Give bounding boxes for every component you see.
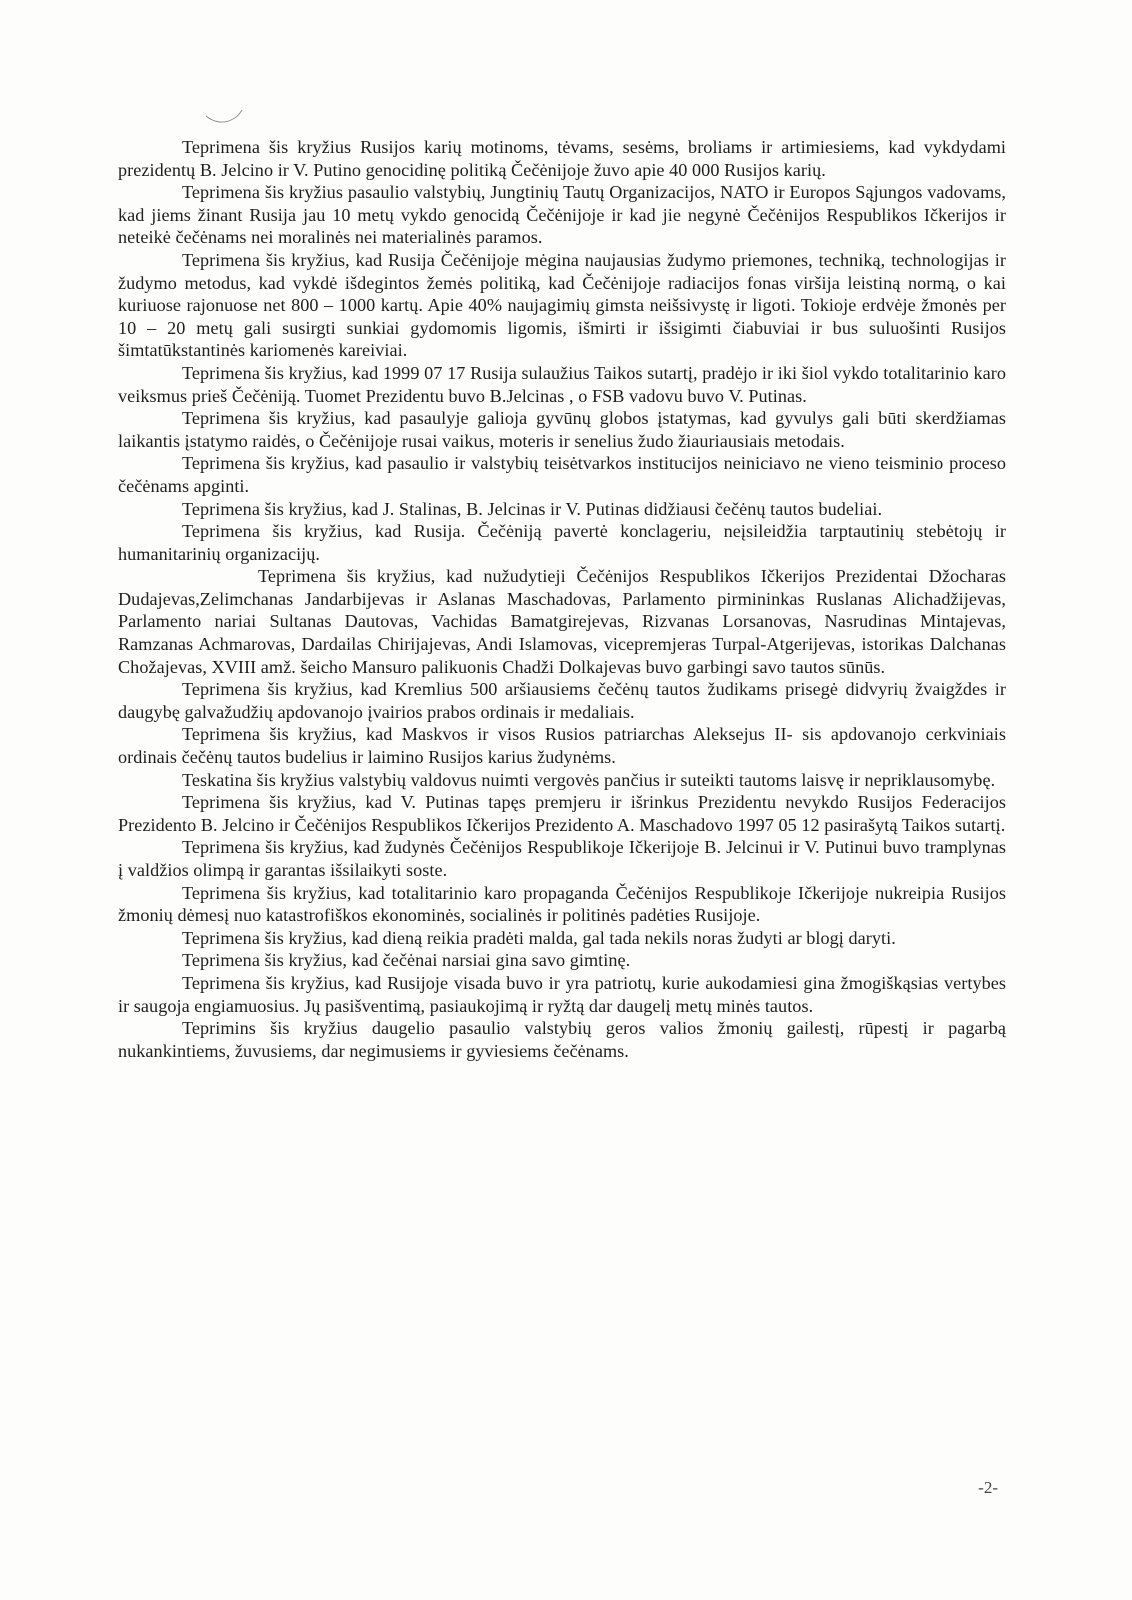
paragraph: Teskatina šis kryžius valstybių valdovus nuimti vergovės pančius ir suteikti tautoms laisvę ir nepriklausomybę.	[182, 769, 996, 790]
paragraph: Teprimena šis kryžius Rusijos karių motinoms, tėvams, sesėms, broliams ir artimiesiems, kad vykdydami prezidentų B. Jelcino ir V. Putino genocidinę politiką Čečėnijoje žuvo apie 40 000 Rusijos karių.	[118, 137, 1006, 180]
scan-artifact-mark	[205, 108, 243, 128]
paragraph: Teprimena šis kryžius, kad 1999 07 17 Rusija sulaužius Taikos sutartį, pradėjo ir iki šiol vykdo totalitarinio karo veiksmus prieš Čečėniją. Tuomet Prezidentu buvo B.Jelcinas , o FSB vadovu buvo V. Putinas.	[118, 362, 1006, 406]
paragraph: Teprimena šis kryžius, kad žudynės Čečėnijos Respublikoje Ičkerijoje B. Jelcinui ir V. Putinui buvo tramplynas į valdžios olimpą ir garantas išsilaikyti soste.	[118, 837, 1006, 880]
paragraph: Teprimena šis kryžius, kad J. Stalinas, B. Jelcinas ir V. Putinas didžiausi čečėnų tautos budeliai.	[182, 498, 883, 519]
paragraph: Teprimena šis kryžius, kad dieną reikia pradėti malda, gal tada nekils noras žudyti ar blogį daryti.	[182, 927, 896, 948]
paragraph: Teprimena šis kryžius, kad V. Putinas tapęs premjeru ir išrinkus Prezidentu nevykdo Rusijos Federacijos Prezidento B. Jelcino ir Čečėnijos Respublikos Ičkerijos Prezidento A. Maschadovo 1997 05 12 pasirašytą Taikos sutartį.	[118, 792, 1006, 835]
paragraph: Teprimena šis kryžius, kad Rusija Čečėnijoje mėgina naujausias žudymo priemones, techniką, technologijas ir žudymo metodus, kad vykdė išdegintos žemės politiką, kad Čečėnijoje radiacijos fonas viršija leistiną normą, o kai kuriuose rajonuose net 800 – 1000 kartų. Apie 40% naujagimių gimsta neišsivystę ir ligoti. Tokioje erdvėje žmonės per 10 – 20 metų gali susirgti sunkiai gydomomis ligomis, išmirti ir išsigimti čiabuviai ir bus suluošinti Rusijos šimtatūkstantinės kariomenės kareiviai.	[118, 249, 1006, 361]
paragraph: Teprimena šis kryžius, kad totalitarinio karo propaganda Čečėnijos Respublikoje Ičkerijoje nukreipia Rusijos žmonių dėmesį nuo katastrofiškos ekonominės, socialinės ir politinės padėties Rusijoje.	[118, 882, 1006, 926]
paragraph: Teprimena šis kryžius, kad pasaulyje galioja gyvūnų globos įstatymas, kad gyvulys gali būti skerdžiamas laikantis įstatymo raidės, o Čečėnijoje rusai vaikus, moteris ir senelius žudo žiauriausiais metodais.	[118, 408, 1006, 451]
paragraph: Teprimena šis kryžius, kad čečėnai narsiai gina savo gimtinę.	[182, 950, 631, 971]
paragraph: Teprimena šis kryžius, kad pasaulio ir valstybių teisėtvarkos institucijos neiniciavo ne vieno teisminio proceso čečėnams apginti.	[118, 453, 1006, 496]
paragraph: Teprimena šis kryžius, kad Rusijoje visada buvo ir yra patriotų, kurie aukodamiesi gina žmogiškąsias vertybes ir saugoja engiamuosius. Jų pasišventimą, pasiaukojimą ir ryžtą dar daugelį metų minės tautos.	[118, 972, 1006, 1016]
paragraph: Teprimena šis kryžius, kad Kremlius 500 aršiausiems čečėnų tautos žudikams prisegė didvyrių žvaigždes ir daugybę galvažudžių apdovanojo įvairios prabos ordinais ir medaliais.	[118, 679, 1006, 722]
page-number: -2-	[978, 1478, 998, 1497]
paragraph: Teprimena šis kryžius pasaulio valstybių, Jungtinių Tautų Organizacijos, NATO ir Europos Sąjungos vadovams, kad jiems žinant Rusija jau 10 metų vykdo genocidą Čečėnijoje ir kad jie negynė Čečėnijos Respublikos Ičkerijos ir neteikė čečėnams nei moralinės nei materialinės paramos.	[118, 182, 1006, 248]
paragraph: Teprimena šis kryžius, kad Rusija. Čečėniją pavertė konclageriu, neįsileidžia tarptautinių stebėtojų ir humanitarinių organizacijų.	[118, 521, 1006, 564]
document-body	[118, 136, 1006, 1062]
paragraph: Teprimena šis kryžius, kad Maskvos ir visos Rusios patriarchas Aleksejus II- sis apdovanojo cerkviniais ordinais čečėnų tautos budelius ir laimino Rusijos karius žudynėms.	[118, 724, 1006, 768]
paragraph: Teprimins šis kryžius daugelio pasaulio valstybių geros valios žmonių gailestį, rūpestį ir pagarbą nukankintiems, žuvusiems, dar negimusiems ir gyviesiems čečėnams.	[118, 1018, 1006, 1061]
paragraph: Teprimena šis kryžius, kad nužudytieji Čečėnijos Respublikos Ičkerijos Prezidentai Džocharas Dudajevas,Zelimchanas Jandarbijevas ir Aslanas Maschadovas, Parlamento pirmininkas Ruslanas Alichadžijevas, Parlamento nariai Sultanas Dautovas, Vachidas Bamatgirejevas, Rizvanas Lorsanovas, Nasrudinas Mintajevas, Ramzanas Achmarovas, Dardailas Chirijajevas, Andi Islamovas, vicepremjeras Turpal-Atgerijevas, istorikas Dalchanas Chožajevas, XVIII amž. šeicho Mansuro palikuonis Chadži Dolkajevas buvo garbingi savo tautos sūnūs.	[118, 566, 1006, 677]
